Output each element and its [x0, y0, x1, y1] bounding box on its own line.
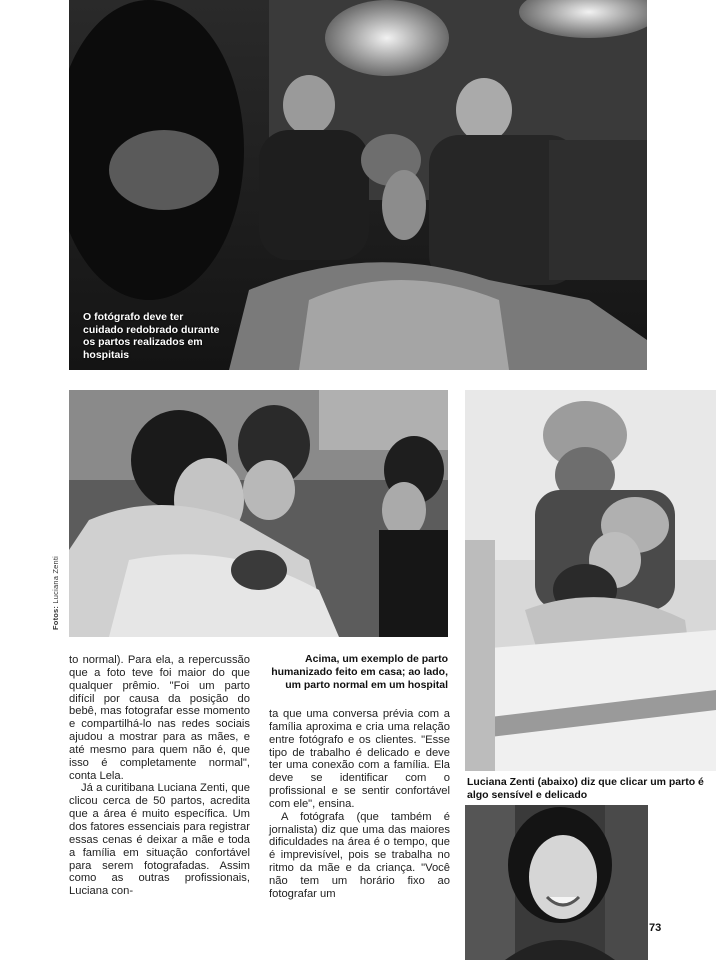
top-photo-caption: O fotógrafo deve ter cuidado redobrado durante os partos realizados em hospitais [83, 311, 220, 361]
portrait-caption: Luciana Zenti (abaixo) diz que clicar um parto é algo sensível e delicado [467, 776, 704, 801]
article-column-left [69, 654, 250, 898]
page-number: 73 [649, 922, 662, 934]
article-column-middle [269, 708, 450, 901]
photo-credit [51, 556, 60, 630]
home-birth-caption: Acima, um exemplo de parto humanizado feito em casa; ao lado, um parto normal em um hospital [271, 653, 448, 691]
photographer-portrait-photo [465, 805, 648, 960]
article-paragraph: Já a curitibana Luciana Zenti, que clicou cerca de 50 partos, acredita que a área é muito específica. Um dos fatores essenciais para registrar essas cenas é deixar a mãe e toda a família em situação confortável para serem fotografadas. Assim como as outras profissionais, Luciana con- [69, 782, 250, 898]
photo-credit-prefix: Fotos: [51, 605, 60, 630]
home-birth-photo [69, 390, 448, 637]
article-paragraph: ta que uma conversa prévia com a família aproxima e cria uma relação entre fotógrafo e os clientes. "Esse tipo de trabalho é delicado e deve ter uma conexão com a família. Ela deve se identificar com o profissional e se sentir confortável com ele", ensina. [269, 708, 450, 810]
photo-credit-name: Luciana Zenti [51, 555, 60, 604]
article-paragraph: to normal). Para ela, a repercussão que a foto teve foi maior do que qualquer prêmio. "Foi um parto difícil por causa da posição do bebê, mas fotografar esse momento e compartilhá-lo nas redes sociais ajudou a mostrar para as mães, e até mesmo para quem não é, que isso é completamente normal", conta Lela. [69, 654, 250, 782]
hospital-normal-birth-photo [465, 390, 716, 771]
article-paragraph: A fotógrafa (que também é jornalista) diz que uma das maiores dificuldades na área é o tempo, que é imprevisível, pois se trabalha no ritmo da mãe e da criança. "Você não tem um horário fixo ao fotografar um [269, 810, 450, 900]
